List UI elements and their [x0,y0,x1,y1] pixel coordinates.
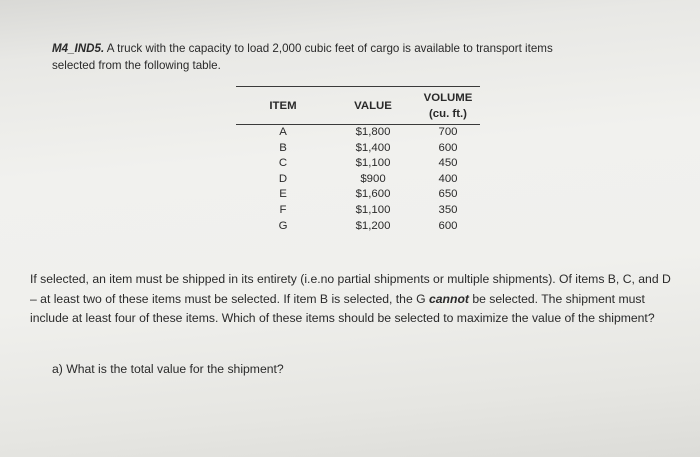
cell-volume: 350 [438,203,458,216]
question-emphasis: cannot [429,291,469,306]
cell-item: C [278,157,288,170]
question-part-1: If selected, an item must be shipped in its entirety (i.e.no partial shipments or multiple shipments). Of items B, C, and D – at least two of these items must be selected. If item B is selected, the G [30,272,671,306]
header-value: VALUE [354,99,392,112]
table-row [236,125,480,141]
cell-item: A [279,126,287,138]
cell-value: $1,100 [355,203,391,216]
table-row [236,219,480,235]
cell-volume: 700 [438,126,458,138]
cell-value: $1,200 [355,219,391,232]
cell-volume: 400 [438,172,458,185]
question-part-2: be selected. The shipment must include at least four of these items. Which of these items should be selected to maximize the value of the shipment? [30,291,655,325]
problem-question [30,270,678,329]
cell-value: $1,600 [355,188,391,201]
cell-item: E [279,188,287,201]
cell-item: B [279,141,287,154]
cell-volume: 450 [438,157,458,170]
cell-volume: 650 [438,188,458,201]
table-row [236,172,480,188]
table-row [236,203,480,219]
cell-item: D [278,172,288,185]
cell-value: $900 [360,172,386,185]
table-row [236,187,480,203]
table-row [236,156,480,172]
table-row [236,141,480,157]
problem-code: M4_IND5. [52,42,105,55]
intro-line-1: A truck with the capacity to load 2,000 cubic feet of cargo is available to transport items [104,42,553,55]
intro-line-2: selected from the following table. [52,59,221,72]
cell-volume: 600 [438,219,458,232]
cell-item: F [279,203,287,216]
problem-intro [52,40,672,74]
table-header-row [236,87,480,125]
cell-value: $1,800 [355,126,391,138]
header-item: ITEM [269,99,297,112]
cell-item: G [278,219,288,232]
subquestion-a: a) What is the total value for the shipment? [52,362,284,376]
header-volume-line2: (cu. ft.) [429,107,467,120]
header-volume-line1: VOLUME [423,91,473,104]
cell-value: $1,100 [355,157,391,170]
items-table [236,86,480,234]
header-volume [416,87,480,125]
cell-value: $1,400 [355,141,391,154]
cell-volume: 600 [438,141,458,154]
